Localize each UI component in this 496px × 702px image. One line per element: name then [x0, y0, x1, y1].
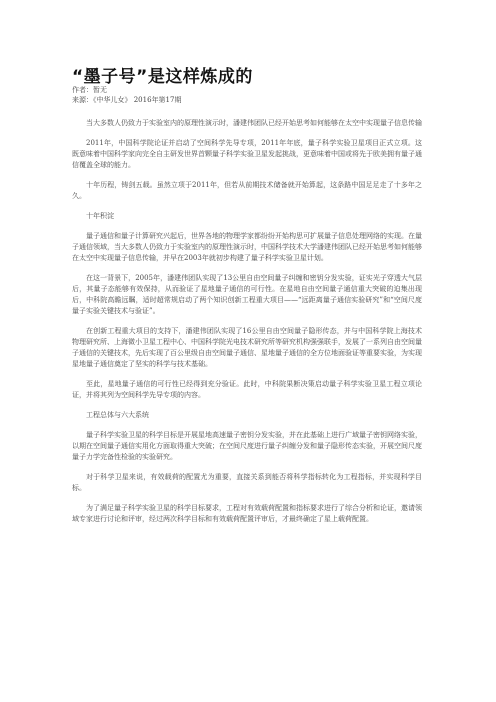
article-body	[72, 118, 422, 534]
body-paragraph: 对于科学卫星来说，有效载荷的配置尤为重要，直接关系到能否将科学指标转化为工程指标，并实现科学目标。	[72, 473, 422, 492]
author-line: 作者：暂无	[72, 86, 107, 94]
section-heading: 工程总体与六大系统	[86, 411, 149, 419]
article-title: “墨子号”是这样炼成的	[72, 67, 253, 87]
body-paragraph: 为了满足量子科学实验卫星的科学目标要求，工程对有效载荷配置和指标要求进行了综合分析和论证，邀请领域专家进行讨论和评审，经过两次科学目标和有效载荷配置评审后，才最终确定了星上载荷配置。	[72, 504, 422, 523]
section-heading: 十年积淀	[86, 212, 114, 220]
body-paragraph: 至此，星地量子通信的可行性已经得到充分验证。此时，中科院果断决策启动量子科学实验卫星工程立项论证，并将其列为空间科学先导专项的内容。	[72, 380, 422, 399]
body-paragraph: 在创新工程重大项目的支持下，潘建伟团队实现了16公里自由空间量子隐形传态，并与中国科学院上海技术物理研究所、上海微小卫星工程中心、中国科学院光电技术研究所等研究机构强强联手，发展了一系列自由空间量子通信的关键技术，先后实现了百公里级自由空间量子通信、星地量子通信的全方位地面验证等重要实验，为实现星地量子通信奠定了坚实的科学与技术基础。	[72, 327, 422, 368]
body-paragraph: 量子通信和量子计算研究兴起后，世界各地的物理学家都纷纷开始构思可扩展量子信息处理网络的实现。在量子通信领域，当大多数人仍致力于实验室内的原理性演示时，中国科学技术大学潘建伟团队已经开始思考如何能够在太空中实现量子信息传输，并早在2003年就初步构建了量子科学实验卫星计划。	[72, 232, 422, 262]
body-paragraph: 量子科学实验卫星的科学目标是开展星地高速量子密钥分发实验，并在此基础上进行广域量子密钥网络实验，以期在空间量子通信实用化方面取得重大突破；在空间尺度进行量子纠缠分发和量子隐形传态实验，开展空间尺度量子力学完备性检验的实验研究。	[72, 431, 422, 461]
body-paragraph: 十年历程，铸剑五载。虽然立项于2011年，但若从前期技术储备就开始算起，这条路中国足足走了十多年之久。	[72, 181, 422, 200]
body-paragraph: 2011年，中国科学院论证并启动了空间科学先导专项，2011年年底，量子科学实验卫星项目正式立项。这既意味着中国科学家向完全自主研发世界首颗量子科学实验卫星发起挑战，更意味着中国或将先于欧美拥有量子通信覆盖全球的能力。	[72, 139, 422, 169]
body-paragraph: 当大多数人仍致力于实验室内的原理性演示时，潘建伟团队已经开始思考如何能够在太空中实现量子信息传输	[86, 119, 422, 127]
body-paragraph: 在这一背景下，2005年，潘建伟团队实现了13公里自由空间量子纠缠和密钥分发实验，证实光子穿透大气层后，其量子态能够有效保持，从而验证了星地量子通信的可行性。在星地自由空间量子通信重大突破的迫集出现后，中科院高瞻远瞩，适时超常规启动了两个知识创新工程重大项目——“远距离量子通信实验研究”和“空间尺度量子实验关键技术与验证”。	[72, 274, 422, 315]
source-line: 来源：《中华儿女》 2016年第17期	[72, 96, 182, 104]
